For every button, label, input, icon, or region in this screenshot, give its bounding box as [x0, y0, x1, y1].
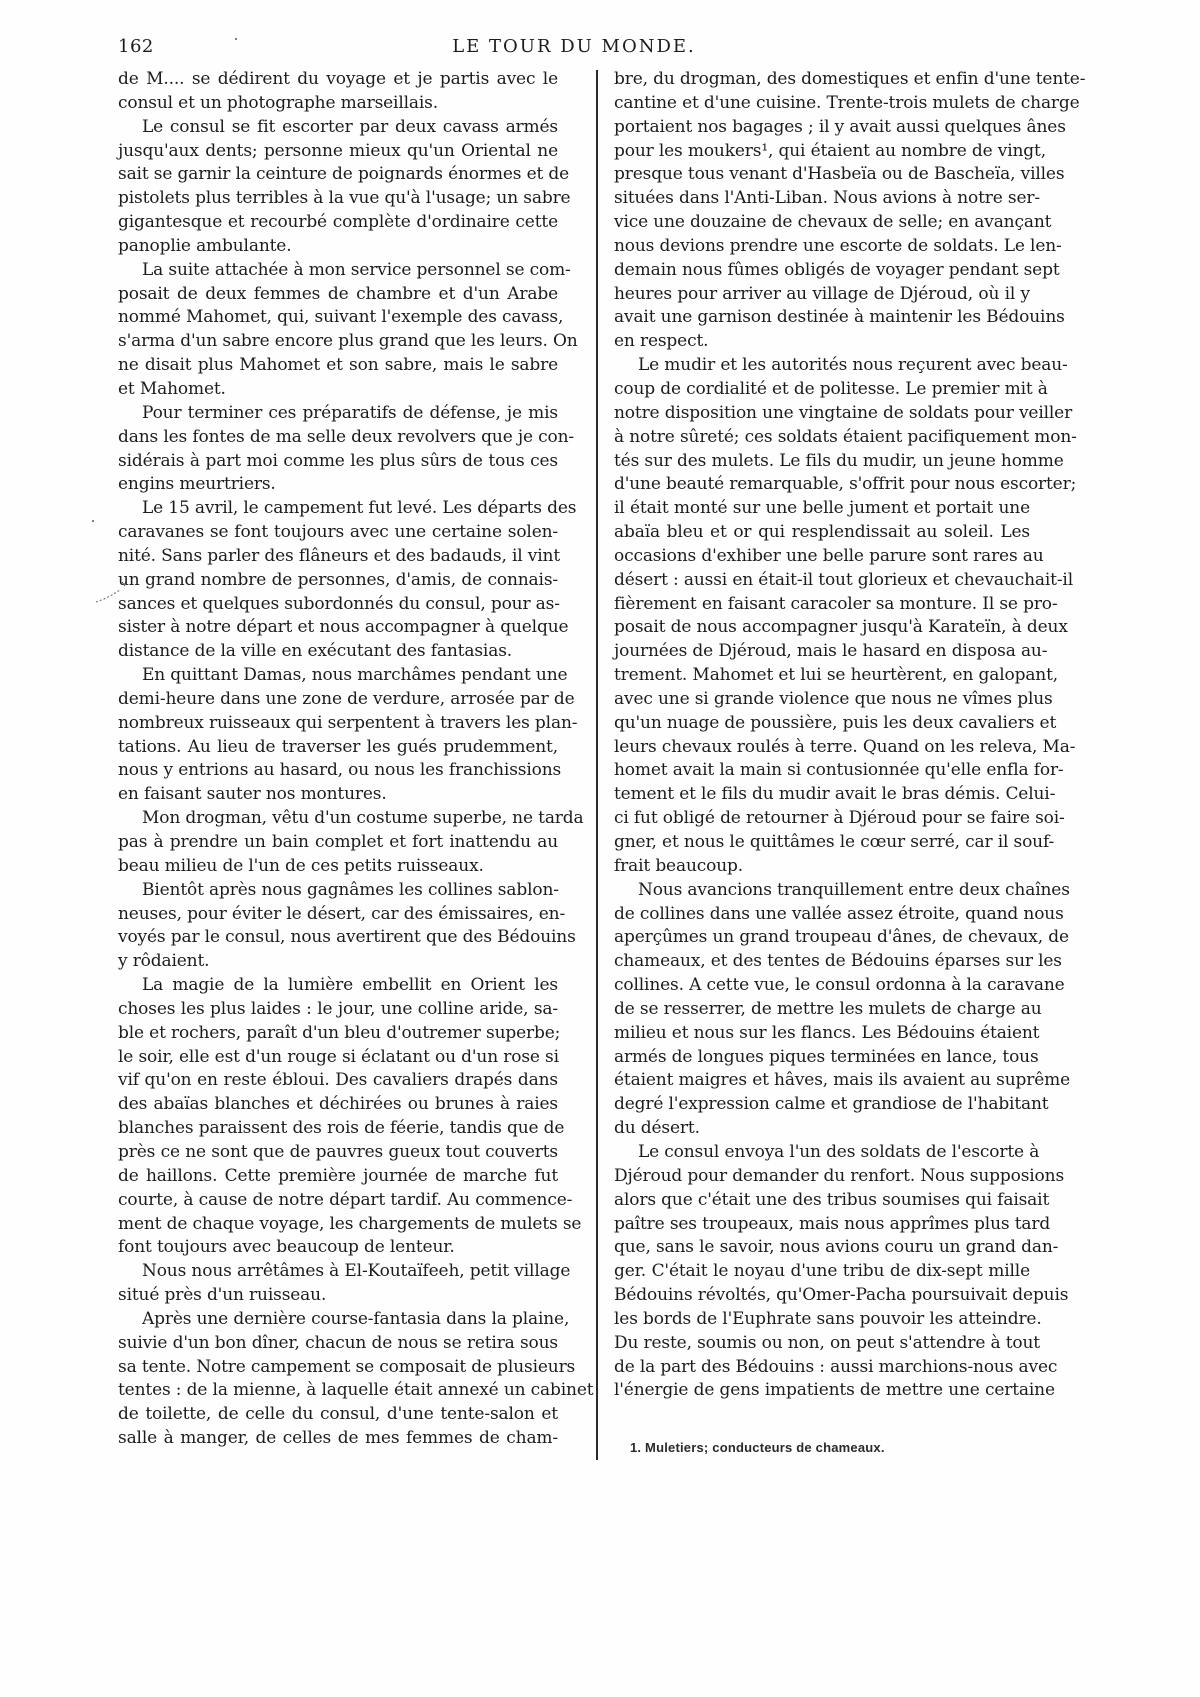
text-line: Djéroud pour demander du renfort. Nous supposions [614, 1165, 1065, 1186]
text-line: Après une dernière course-fantasia dans la plaine, [142, 1308, 570, 1329]
text-line: pas à prendre un bain complet et fort inattendu au [118, 832, 558, 852]
text-line: chameaux, et des tentes de Bédouins éparses sur les [614, 951, 1062, 972]
text-line: courte, à cause de notre départ tardif. Au commence- [118, 1189, 573, 1210]
text-line: Bientôt après nous gagnâmes les collines sablon- [142, 879, 559, 900]
text-line: degré l'expression calme et grandiose de l'habitant [614, 1094, 1049, 1115]
text-line: ment de chaque voyage, les chargements de mulets se [118, 1213, 582, 1234]
text-line: de la part des Bédouins : aussi marchions-nous avec [614, 1356, 1058, 1377]
text-line: nommé Mahomet, qui, suivant l'exemple des cavass, [118, 307, 564, 328]
text-line: nous y entrions au hasard, ou nous les franchissions [118, 760, 562, 781]
text-line: journées de Djéroud, mais le hasard en disposa au- [614, 641, 1048, 662]
text-line: Le 15 avril, le campement fut levé. Les départs des [142, 498, 577, 519]
text-line: situées dans l'Anti-Liban. Nous avions à notre ser- [614, 188, 1040, 209]
text-line: collines. A cette vue, le consul ordonna à la caravane [614, 975, 1065, 996]
text-line: coup de cordialité et de politesse. Le premier mit à [614, 378, 1048, 399]
ink-speck [92, 520, 94, 522]
text-line: du désert. [614, 1118, 700, 1139]
text-line: Le consul envoya l'un des soldats de l'escorte à [638, 1141, 1040, 1162]
text-line: aperçûmes un grand troupeau d'ânes, de chevaux, de [614, 927, 1069, 948]
text-line: demain nous fûmes obligés de voyager pendant sept [614, 259, 1060, 280]
text-line: jusqu'aux dents; personne mieux qu'un Oriental ne [118, 140, 558, 161]
text-line: ble et rochers, paraît d'un bleu d'outremer superbe; [118, 1022, 561, 1043]
text-line: nombreux ruisseaux qui serpentent à travers les plan- [118, 712, 578, 733]
text-line: sidérais à part moi comme les plus sûrs de tous ces [118, 450, 558, 471]
text-line: Pour terminer ces préparatifs de défense, je mis [142, 402, 558, 423]
text-line: de se resserrer, de mettre les mulets de charge au [614, 998, 1042, 1019]
text-line: nous devions prendre une escorte de soldats. Le len- [614, 235, 1062, 256]
text-line: il était monté sur une belle jument et portait une [614, 498, 1030, 519]
pen-mark-icon [94, 580, 134, 610]
text-line: posait de deux femmes de chambre et d'un Arabe [118, 283, 558, 304]
text-line: et Mahomet. [118, 378, 226, 399]
column-divider [596, 70, 598, 1460]
text-line: qu'un nuage de poussière, puis les deux cavaliers et [614, 712, 1057, 733]
text-line: près ce ne sont que de pauvres gueux tout couverts [118, 1141, 558, 1162]
text-line: Bédouins révoltés, qu'Omer-Pacha poursuivait depuis [614, 1285, 1069, 1306]
text-line: avait une garnison destinée à maintenir les Bédouins [614, 307, 1065, 328]
text-line: des abaïas blanches et déchirées ou brunes à raies [118, 1094, 558, 1115]
text-line: sait se garnir la ceinture de poignards énormes et de [118, 164, 570, 185]
text-line: Le consul se fit escorter par deux cavass armés [142, 116, 558, 137]
text-line: milieu et nous sur les flancs. Les Bédouins étaient [614, 1022, 1040, 1043]
text-line: alors que c'était une des tribus soumises qui faisait [614, 1189, 1050, 1210]
text-line: beau milieu de l'un de ces petits ruisseaux. [118, 855, 484, 876]
text-line: abaïa bleu et or qui resplendissait au soleil. Les [614, 522, 1030, 543]
text-line: leurs chevaux roulés à terre. Quand on les releva, Ma- [614, 736, 1076, 757]
text-line: gner, et nous le quittâmes le cœur serré, car il souf- [614, 832, 1055, 852]
text-line: sa tente. Notre campement se composait de plusieurs [118, 1356, 576, 1377]
text-line: dans les fontes de ma selle deux revolvers que je con- [118, 426, 574, 447]
footnote: 1. Muletiers; conducteurs de chameaux. [630, 1440, 885, 1455]
text-line: paître ses troupeaux, mais nous apprîmes plus tard [614, 1213, 1051, 1234]
right-text-column [614, 68, 1086, 1403]
text-line: notre disposition une vingtaine de soldats pour veiller [614, 402, 1073, 423]
text-line: ci fut obligé de retourner à Djéroud pour se faire soi- [614, 808, 1065, 829]
text-line: pour les moukers¹, qui étaient au nombre de vingt, [614, 140, 1046, 161]
text-line: neuses, pour éviter le désert, car des émissaires, en- [118, 903, 566, 924]
text-line: en respect. [614, 331, 709, 352]
text-line: caravanes se font toujours avec une certaine solen- [118, 522, 558, 543]
text-line: ger. C'était le noyau d'une tribu de dix-sept mille [614, 1261, 1030, 1282]
text-line: La magie de la lumière embellit en Orient les [142, 975, 558, 996]
text-line: le soir, elle est d'un rouge si éclatant ou d'un rose si [118, 1046, 559, 1067]
text-line: cantine et d'une cuisine. Trente-trois mulets de charge [614, 92, 1080, 113]
text-line: sister à notre départ et nous accompagner à quelque [118, 617, 569, 638]
text-line: de haillons. Cette première journée de marche fut [118, 1165, 558, 1186]
text-line: consul et un photographe marseillais. [118, 92, 439, 113]
text-line: trement. Mahomet et lui se heurtèrent, en galopant, [614, 665, 1059, 686]
text-line: heures pour arriver au village de Djéroud, où il y [614, 283, 1030, 304]
text-line: ne disait plus Mahomet et son sabre, mais le sabre [118, 355, 558, 376]
text-line: à notre sûreté; ces soldats étaient pacifiquement mon- [614, 426, 1077, 447]
text-line: occasions d'exhiber une belle parure sont rares au [614, 545, 1044, 566]
text-line: un grand nombre de personnes, d'amis, de connais- [118, 569, 558, 590]
ink-speck [235, 38, 237, 40]
text-line: voyés par le consul, nous avertirent que des Bédouins [118, 927, 576, 948]
text-line: tentes : de la mienne, à laquelle était annexé un cabinet [118, 1380, 594, 1401]
text-line: panoplie ambulante. [118, 235, 292, 256]
text-line: armés de longues piques terminées en lance, tous [614, 1046, 1039, 1067]
text-line: de collines dans une vallée assez étroite, quand nous [614, 903, 1064, 924]
text-line: tement et le fils du mudir avait le bras démis. Celui- [614, 784, 1056, 805]
text-line: s'arma d'un sabre encore plus grand que les leurs. On [118, 331, 578, 352]
text-line: salle à manger, de celles de mes femmes de cham- [118, 1428, 558, 1449]
text-line: Du reste, soumis ou non, on peut s'attendre à tout [614, 1332, 1040, 1353]
text-line: tés sur des mulets. Le fils du mudir, un jeune homme [614, 450, 1064, 471]
text-line: bre, du drogman, des domestiques et enfin d'une tente- [614, 69, 1086, 89]
text-line: que, sans le savoir, nous avions couru un grand dan- [614, 1237, 1059, 1258]
text-line: suivie d'un bon dîner, chacun de nous se retira sous [118, 1332, 558, 1353]
text-line: vice une douzaine de chevaux de selle; en avançant [614, 212, 1052, 233]
text-line: En quittant Damas, nous marchâmes pendant une [142, 665, 568, 686]
text-line: avec une si grande violence que nous ne vîmes plus [614, 688, 1053, 709]
text-line: engins meurtriers. [118, 474, 276, 495]
text-line: d'une beauté remarquable, s'offrit pour nous escorter; [614, 474, 1077, 495]
text-line: distance de la ville en exécutant des fantasias. [118, 641, 513, 662]
text-line: Nous nous arrêtâmes à El-Koutaïfeeh, petit village [142, 1261, 571, 1282]
text-line: de toilette, de celle du consul, d'une tente-salon et [118, 1404, 558, 1425]
text-line: les bords de l'Euphrate sans pouvoir les atteindre. [614, 1308, 1042, 1329]
text-line: étaient maigres et hâves, mais ils avaient au suprême [614, 1070, 1071, 1091]
text-line: font toujours avec beaucoup de lenteur. [118, 1237, 455, 1258]
text-line: nité. Sans parler des flâneurs et des badauds, il vint [118, 545, 561, 566]
text-line: blanches paraissent des rois de féerie, tandis que de [118, 1118, 565, 1139]
text-line: vif qu'on en reste ébloui. Des cavaliers drapés dans [118, 1070, 558, 1091]
text-line: tations. Au lieu de traverser les gués prudemment, [118, 736, 558, 757]
text-line: de M.... se dédirent du voyage et je partis avec le [118, 69, 558, 89]
text-line: situé près d'un ruisseau. [118, 1285, 327, 1306]
text-line: Nous avancions tranquillement entre deux chaînes [638, 879, 1070, 900]
text-line: frait beaucoup. [614, 855, 743, 876]
text-line: portaient nos bagages ; il y avait aussi quelques ânes [614, 116, 1066, 137]
text-line: gigantesque et recourbé complète d'ordinaire cette [118, 212, 558, 233]
text-line: l'énergie de gens impatients de mettre une certaine [614, 1380, 1055, 1401]
text-line: choses les plus laides : le jour, une colline aride, sa- [118, 998, 558, 1019]
text-line: demi-heure dans une zone de verdure, arrosée par de [118, 688, 575, 709]
text-line: La suite attachée à mon service personnel se com- [142, 259, 571, 280]
text-line: Mon drogman, vêtu d'un costume superbe, ne tarda [142, 808, 584, 829]
text-line: y rôdaient. [118, 951, 210, 972]
page-number: 162 [118, 36, 154, 57]
page-header [118, 36, 1030, 66]
text-line: posait de nous accompagner jusqu'à Karateïn, à deux [614, 617, 1068, 638]
text-line: en faisant sauter nos montures. [118, 784, 387, 805]
text-line: désert : aussi en était-il tout glorieux et chevauchait-il [614, 569, 1073, 590]
running-title: LE TOUR DU MONDE. [452, 36, 696, 57]
text-line: fièrement en faisant caracoler sa monture. Il se pro- [614, 593, 1058, 614]
text-line: sances et quelques subordonnés du consul, pour as- [118, 593, 560, 614]
text-line: homet avait la main si contusionnée qu'elle enfla for- [614, 760, 1064, 781]
text-line: Le mudir et les autorités nous reçurent avec beau- [638, 355, 1068, 376]
text-line: pistolets plus terribles à la vue qu'à l'usage; un sabre [118, 188, 571, 209]
left-text-column [118, 68, 594, 1451]
text-line: presque tous venant d'Hasbeïa ou de Bascheïa, villes [614, 164, 1065, 185]
